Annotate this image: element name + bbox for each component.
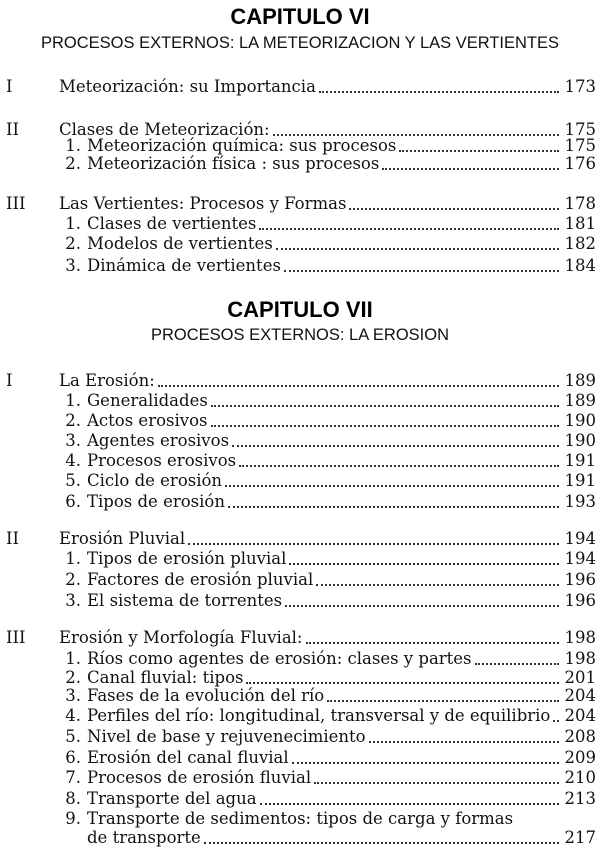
dot-leader: [319, 91, 559, 93]
entry-title: Generalidades: [87, 391, 208, 410]
entry-title: Clases de Meteorización:: [59, 120, 270, 139]
entry-title: Canal fluvial: tipos: [87, 668, 244, 687]
dot-leader: [276, 248, 559, 250]
toc-entry[interactable]: [0, 370, 600, 392]
dot-leader: [316, 584, 559, 586]
page-number: 217: [564, 828, 596, 847]
dot-leader: [284, 270, 559, 272]
dot-leader: [285, 605, 559, 607]
item-number: 3.: [65, 686, 81, 705]
toc-subentry[interactable]: [0, 390, 600, 412]
entry-title: Perfiles del río: longitudinal, transversal y de equilibrio: [87, 706, 551, 725]
page-number: 193: [564, 492, 596, 511]
toc-entry[interactable]: [0, 627, 600, 649]
page-number: 175: [564, 120, 596, 139]
toc-subentry[interactable]: [0, 726, 600, 748]
toc-subentry[interactable]: [0, 767, 600, 789]
item-number: 3.: [65, 256, 81, 275]
toc-subentry[interactable]: [0, 450, 600, 472]
entry-title: Transporte del agua: [87, 789, 257, 808]
page-number: 175: [564, 136, 596, 155]
chapter-7-title: CAPITULO VII: [227, 297, 373, 322]
item-number: 3.: [65, 591, 81, 610]
entry-title: Transporte de sedimentos: tipos de carga y formas: [87, 809, 514, 828]
toc-subentry[interactable]: [0, 569, 600, 591]
dot-leader: [260, 803, 559, 805]
entry-title: Factores de erosión pluvial: [87, 570, 314, 589]
dot-leader: [289, 563, 559, 565]
item-number: 2.: [65, 570, 81, 589]
item-number: 2.: [65, 668, 81, 687]
toc-subentry[interactable]: [0, 233, 600, 255]
page-number: 184: [564, 256, 596, 275]
toc-subentry-continuation[interactable]: [0, 827, 600, 849]
chapter-6-subtitle: PROCESOS EXTERNOS: LA METEORIZACION Y LAS VERTIENTES: [40, 34, 560, 52]
entry-title: Las Vertientes: Procesos y Formas: [59, 194, 347, 213]
page-number: 213: [564, 789, 596, 808]
section-numeral: I: [6, 77, 13, 96]
item-number: 2.: [65, 234, 81, 253]
dot-leader: [369, 741, 559, 743]
item-number: 4.: [65, 706, 81, 725]
entry-title: Tipos de erosión pluvial: [87, 549, 287, 568]
toc-subentry[interactable]: [0, 430, 600, 452]
page-number: 178: [564, 194, 596, 213]
dot-leader: [382, 168, 559, 170]
item-number: 1.: [65, 214, 81, 233]
dot-leader: [232, 445, 559, 447]
page-number: 196: [564, 570, 596, 589]
page-number: 194: [564, 529, 596, 548]
dot-leader: [314, 782, 559, 784]
entry-title: Fases de la evolución del río: [87, 686, 325, 705]
dot-leader: [246, 682, 559, 684]
dot-leader: [225, 485, 559, 487]
entry-title: Clases de vertientes: [87, 214, 257, 233]
toc-entry[interactable]: [0, 76, 600, 98]
dot-leader: [211, 425, 560, 427]
dot-leader: [349, 208, 559, 210]
entry-title: Erosión y Morfología Fluvial:: [59, 628, 303, 647]
page-number: 190: [564, 411, 596, 430]
entry-title-continuation: de transporte: [87, 828, 201, 847]
section-numeral: I: [6, 371, 13, 390]
page-number: 198: [564, 628, 596, 647]
dot-leader: [475, 663, 559, 665]
chapter-6-title: CAPITULO VI: [230, 4, 370, 29]
entry-title: Modelos de vertientes: [87, 234, 273, 253]
item-number: 6.: [65, 748, 81, 767]
dot-leader: [188, 543, 559, 545]
item-number: 5.: [65, 471, 81, 490]
dot-leader: [211, 405, 559, 407]
section-numeral: II: [6, 120, 20, 139]
dot-leader: [259, 228, 559, 230]
section-numeral: III: [6, 628, 26, 647]
toc-subentry[interactable]: [0, 747, 600, 769]
entry-title: Ciclo de erosión: [87, 471, 223, 490]
page-number: 198: [564, 649, 596, 668]
entry-title: Nivel de base y rejuvenecimiento: [87, 727, 366, 746]
page-number: 189: [564, 391, 596, 410]
page-number: 182: [564, 234, 596, 253]
page-number: 191: [564, 471, 596, 490]
dot-leader: [327, 700, 559, 702]
page-number: 176: [564, 154, 596, 173]
page-number: 210: [564, 768, 596, 787]
item-number: 1.: [65, 649, 81, 668]
chapter-7-subtitle: PROCESOS EXTERNOS: LA EROSION: [151, 326, 449, 344]
entry-title: Ríos como agentes de erosión: clases y partes: [87, 649, 472, 668]
page-number: 181: [564, 214, 596, 233]
page-number: 191: [564, 451, 596, 470]
entry-title: Meteorización: su Importancia: [59, 77, 316, 96]
page-number: 189: [564, 371, 596, 390]
item-number: 4.: [65, 451, 81, 470]
dot-leader: [306, 642, 560, 644]
entry-title: Procesos de erosión fluvial: [87, 768, 312, 787]
dot-leader: [228, 506, 559, 508]
page-number: 190: [564, 431, 596, 450]
entry-title: Tipos de erosión: [87, 492, 225, 511]
item-number: 6.: [65, 492, 81, 511]
entry-title: Meteorización química: sus procesos: [87, 136, 397, 155]
toc-subentry[interactable]: [0, 548, 600, 570]
toc-subentry[interactable]: [0, 705, 600, 727]
page-number: 209: [564, 748, 596, 767]
entry-title: Agentes erosivos: [87, 431, 230, 450]
page-number: 173: [564, 77, 596, 96]
toc-subentry[interactable]: [0, 153, 600, 175]
section-numeral: II: [6, 529, 20, 548]
item-number: 5.: [65, 727, 81, 746]
item-number: 2.: [65, 154, 81, 173]
entry-title: Procesos erosivos: [87, 451, 237, 470]
dot-leader: [292, 762, 559, 764]
item-number: 1.: [65, 136, 81, 155]
item-number: 3.: [65, 431, 81, 450]
item-number: 7.: [65, 768, 81, 787]
entry-title: Actos erosivos: [87, 411, 208, 430]
page-number: 208: [564, 727, 596, 746]
entry-title: Erosión Pluvial: [59, 529, 186, 548]
page-number: 204: [564, 706, 596, 725]
page-number: 204: [564, 686, 596, 705]
toc-subentry[interactable]: [0, 255, 600, 277]
dot-leader: [158, 385, 559, 387]
entry-title: El sistema de torrentes: [87, 591, 283, 610]
entry-title: La Erosión:: [59, 371, 155, 390]
dot-leader: [399, 150, 559, 152]
item-number: 1.: [65, 549, 81, 568]
entry-title: Dinámica de vertientes: [87, 256, 281, 275]
item-number: 1.: [65, 391, 81, 410]
toc-subentry[interactable]: [0, 788, 600, 810]
toc-subentry[interactable]: [0, 213, 600, 235]
section-numeral: III: [6, 194, 26, 213]
entry-title: Meteorización física : sus procesos: [87, 154, 380, 173]
toc-entry[interactable]: [0, 528, 600, 550]
item-number: 2.: [65, 411, 81, 430]
item-number: 8.: [65, 789, 81, 808]
page-number: 196: [564, 591, 596, 610]
page-number: 201: [564, 668, 596, 687]
dot-leader: [239, 465, 559, 467]
dot-leader: [204, 842, 559, 844]
entry-title: Erosión del canal fluvial: [87, 748, 289, 767]
toc-subentry[interactable]: [0, 470, 600, 492]
toc-subentry[interactable]: [0, 590, 600, 612]
page-number: 194: [564, 549, 596, 568]
toc-subentry[interactable]: [0, 491, 600, 513]
toc-subentry[interactable]: [0, 685, 600, 707]
item-number: 9.: [65, 809, 81, 828]
toc-subentry[interactable]: [0, 410, 600, 432]
toc-entry[interactable]: [0, 193, 600, 215]
dot-leader: [553, 720, 559, 722]
